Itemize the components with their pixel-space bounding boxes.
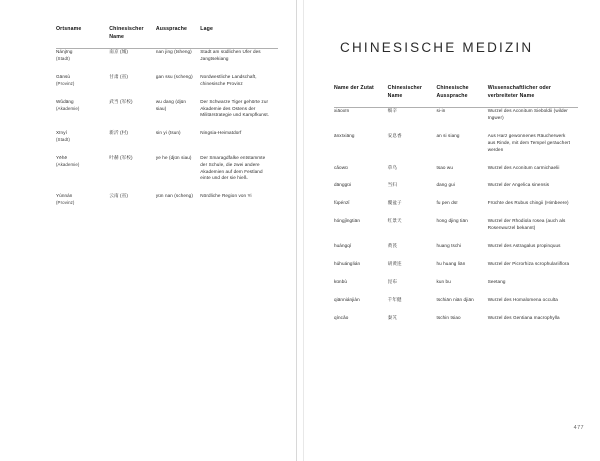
cell-pronunciation: fu pen dsï xyxy=(436,200,458,206)
table-row xyxy=(56,130,278,155)
place-name: Xīnyí xyxy=(56,130,67,136)
place-name: Gānsù xyxy=(56,73,71,79)
cell-hanzi: 甘肃 (省) xyxy=(109,73,128,79)
cell-pronunciation: dang gui xyxy=(436,182,455,188)
table-row xyxy=(56,155,278,194)
cell-name: fùpénzǐ xyxy=(334,200,350,206)
cell-name: ānxīxiāng xyxy=(334,132,355,138)
cell-hanzi: 覆盆子 xyxy=(387,200,402,206)
cell-description: Der Smaragdfalke entstammte der Schule, die zwei andere Akademien auf dem Festland einte und der sie hieß. xyxy=(200,154,266,181)
cell-name: huángqí xyxy=(334,242,352,248)
table-row xyxy=(334,182,578,200)
place-name-note: (Akademie) xyxy=(56,161,80,167)
cell-description: Wurzel des Aconitum carmichaelii xyxy=(487,164,560,170)
column-header-zutat: Name der Zutat xyxy=(334,85,388,108)
cell-name: kūnbù xyxy=(334,278,348,284)
place-name-note: (Stadt) xyxy=(56,137,70,143)
book-gutter xyxy=(296,0,304,461)
place-name-note: (Stadt) xyxy=(56,55,70,61)
cell-hanzi: 千年健 xyxy=(387,296,402,302)
cell-description: Wurzel der Angelica sinensis xyxy=(487,182,550,188)
place-name-note: (Provinz) xyxy=(56,80,75,86)
cell-name xyxy=(56,193,109,218)
cell-pronunciation: hong djing tiän xyxy=(436,218,468,224)
cell-hanzi: 武当 (军校) xyxy=(109,98,133,104)
cell-name: qíncǎo xyxy=(334,314,349,320)
table-row xyxy=(56,193,278,218)
cell-hanzi: 红景天 xyxy=(387,218,402,224)
table-row xyxy=(56,49,278,74)
cell-pronunciation: hu huang liän xyxy=(436,260,466,266)
cell-description: Wurzel des Astragalus propinquus xyxy=(487,242,561,248)
right-page xyxy=(304,0,600,461)
cell-pronunciation: tschiän niän djiän xyxy=(436,296,474,302)
column-header-lage: Lage xyxy=(200,26,278,49)
left-page xyxy=(0,0,296,461)
cell-description: Wurzel der Picrorhiza scrophulariiflora xyxy=(487,260,570,266)
table-row xyxy=(334,297,578,315)
place-names-body xyxy=(56,49,278,218)
cell-name xyxy=(56,49,109,74)
table-row xyxy=(56,74,278,99)
cell-pronunciation: tschin tsiao xyxy=(436,314,461,320)
cell-hanzi: 叶赫 (军校) xyxy=(109,154,133,160)
column-header-chinesischer-name: Chinesischer Name xyxy=(109,26,156,49)
column-header-chinesische-aussprache: Chinesische Aussprache xyxy=(436,85,487,108)
cell-description: Stadt am südlichen Ufer des Jangtsekiang xyxy=(200,49,261,61)
table-row xyxy=(334,218,578,243)
cell-name: cǎowū xyxy=(334,164,348,170)
cell-description: Nordwestliche Landschaft, chinesische Provinz xyxy=(200,73,257,86)
cell-hanzi: 昆布 xyxy=(387,278,398,284)
cell-hanzi: 云南 (省) xyxy=(109,193,128,199)
table-row xyxy=(334,315,578,333)
cell-description: Seetang xyxy=(487,278,506,284)
cell-hanzi: 草乌 xyxy=(387,164,398,170)
cell-name: dānggūi xyxy=(334,182,352,188)
cell-hanzi: 安息香 xyxy=(387,132,402,138)
place-name: Nánjīng xyxy=(56,49,73,55)
cell-pronunciation: ye he (djün siau) xyxy=(155,154,192,160)
page-number: 477 xyxy=(573,425,584,431)
table-row xyxy=(56,99,278,131)
cell-name xyxy=(56,155,109,194)
column-header-aussprache: Aussprache xyxy=(156,26,200,49)
cell-pronunciation: gan ssu (scheng) xyxy=(155,73,193,79)
medicine-table xyxy=(334,85,578,332)
cell-description: Wurzel des Aconitum Sieboldii (wilder Ingwer) xyxy=(487,108,568,120)
cell-pronunciation: wu dang (djün siau) xyxy=(155,98,187,111)
cell-pronunciation: an si siang xyxy=(436,132,460,138)
cell-pronunciation: yün nan (scheng) xyxy=(155,193,193,199)
cell-name xyxy=(56,99,109,131)
table-row xyxy=(334,108,578,133)
table-header-row xyxy=(56,26,278,49)
cell-hanzi: 南京 (城) xyxy=(109,49,128,55)
cell-name: qiānniánjiàn xyxy=(334,296,360,302)
cell-description: Ningsia-Heimatdorf xyxy=(200,130,242,136)
cell-description: Wurzel des Gentiana macrophylla xyxy=(487,314,560,320)
table-row xyxy=(334,133,578,165)
cell-description: Der Schwarze Tiger gehörte zur Akademie des Ostens der Militärstrategie und Kampfkunst. xyxy=(200,98,270,118)
cell-hanzi: 胡黄连 xyxy=(387,260,402,266)
cell-name: hóngjǐngtiān xyxy=(334,218,360,224)
table-row xyxy=(334,165,578,183)
cell-pronunciation: kun bu xyxy=(436,278,451,284)
column-header-chinesischer-name: Chinesischer Name xyxy=(388,85,437,108)
column-header-ortsname: Ortsname xyxy=(56,26,109,49)
cell-pronunciation: tsao wu xyxy=(436,164,454,170)
cell-description: Wurzel der Rhodiola rosea (auch als Rosenwurzel bekannt) xyxy=(487,218,566,231)
table-header-row xyxy=(334,85,578,108)
cell-pronunciation: huang tschi xyxy=(436,242,462,248)
cell-pronunciation: nan jing (tsheng) xyxy=(155,49,192,55)
cell-hanzi: 新沂 (村) xyxy=(109,130,128,136)
cell-description: Aus Harz gewonnenes Räucherwerk aus Rinde, mit dem Tempel geräuchert werden xyxy=(487,132,571,152)
place-name-note: (Akademie) xyxy=(56,105,80,111)
cell-name xyxy=(56,74,109,99)
place-names-table xyxy=(56,26,278,218)
medicine-body xyxy=(334,108,578,333)
page-title: CHINESISCHE MEDIZIN xyxy=(340,40,534,55)
cell-name: húhuánglián xyxy=(334,260,361,266)
cell-description: Früchte des Rubus chingii (Himbeere) xyxy=(487,200,569,206)
cell-hanzi: 细辛 xyxy=(387,108,398,114)
table-row xyxy=(334,200,578,218)
cell-description: Nördliche Region von Yi xyxy=(200,193,252,199)
column-header-wissenschaftlicher-name: Wissenschaftlicher oder verbreiteter Name xyxy=(488,85,578,108)
table-row xyxy=(334,261,578,279)
cell-description: Wurzel des Homalomena occulta xyxy=(487,296,558,302)
place-name: Yúnnán xyxy=(56,193,73,199)
place-name: Yēhē xyxy=(56,154,68,160)
table-row xyxy=(334,279,578,297)
cell-pronunciation: sin yi (tsun) xyxy=(155,130,181,136)
cell-name xyxy=(56,130,109,155)
cell-name: xiāoxīn xyxy=(334,108,350,114)
cell-hanzi: 秦艽 xyxy=(387,314,398,320)
cell-hanzi: 当归 xyxy=(387,182,398,188)
place-name: Wǔdāng xyxy=(56,98,74,104)
cell-pronunciation: si-in xyxy=(436,108,446,114)
table-row xyxy=(334,243,578,261)
place-name-note: (Provinz) xyxy=(56,200,75,206)
cell-hanzi: 黄芪 xyxy=(387,242,398,248)
